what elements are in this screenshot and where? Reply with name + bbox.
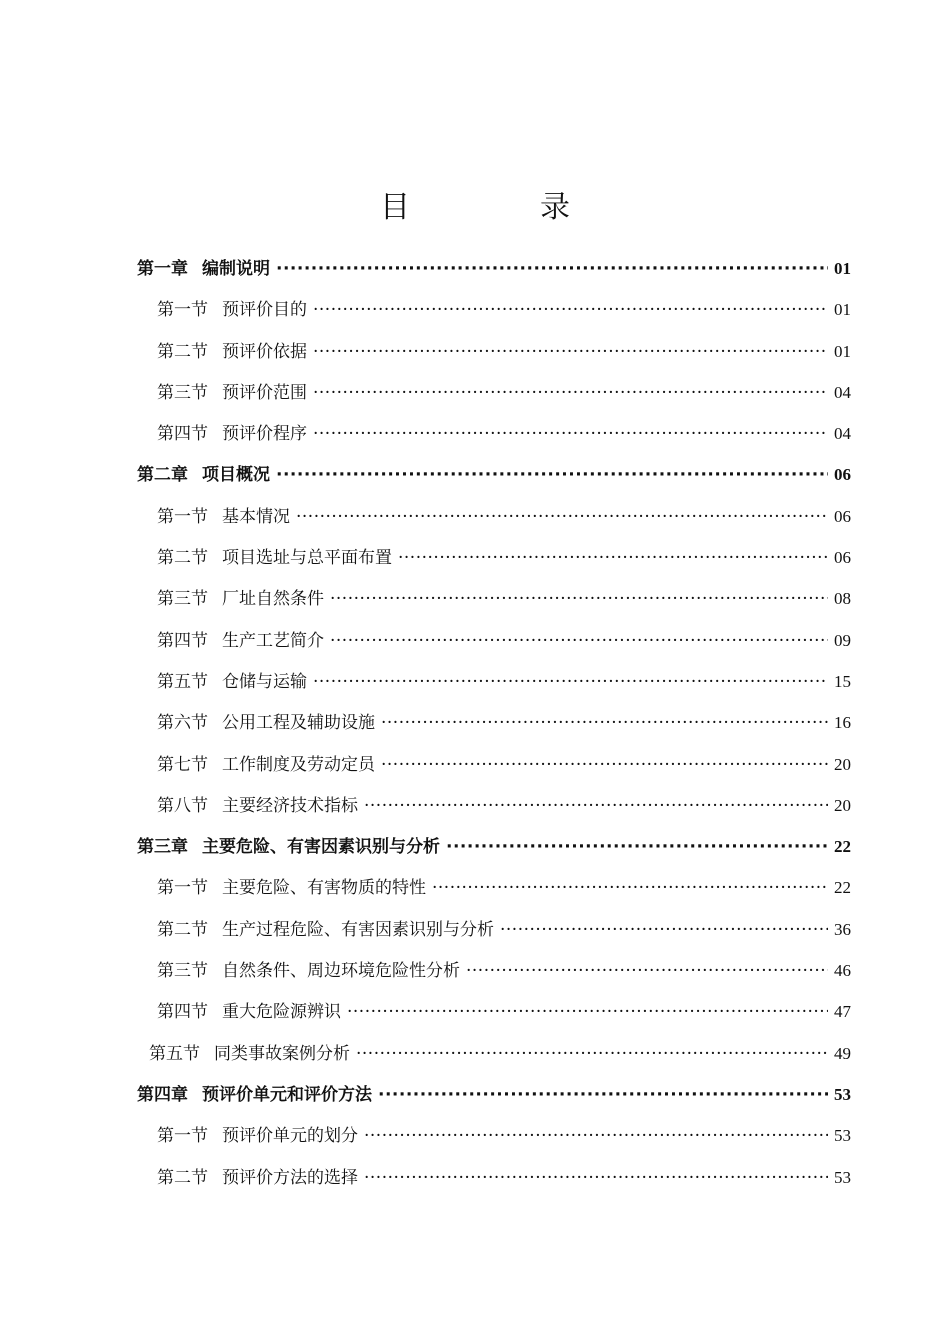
toc-entry-label: 预评价程序: [222, 424, 307, 445]
toc-page-number: 22: [834, 837, 851, 857]
toc-entry-label: 主要危险、有害物质的特性: [222, 878, 426, 899]
toc-entry-label: 预评价范围: [222, 382, 307, 403]
toc-page-number: 09: [834, 630, 851, 650]
toc-page-number: 53: [834, 1084, 851, 1104]
toc-section-entry[interactable]: [137, 620, 851, 661]
toc-entry-number: 第二节: [157, 548, 208, 569]
toc-entry-number: 第三节: [157, 961, 208, 982]
toc-dot-leader: [432, 868, 828, 909]
toc-section-entry[interactable]: [137, 950, 851, 991]
toc-entry-number: 第四节: [157, 1002, 208, 1023]
toc-page-number: 06: [834, 465, 851, 485]
toc-entry-number: 第七节: [157, 754, 208, 775]
toc-dot-leader: [356, 1034, 828, 1075]
toc-entry-number: 第三节: [157, 589, 208, 610]
toc-dot-leader: [364, 1116, 828, 1157]
toc-page-number: 53: [834, 1126, 851, 1146]
toc-entry-number: 第三节: [157, 382, 208, 403]
toc-page-number: 20: [834, 795, 851, 815]
toc-dot-leader: [378, 1075, 828, 1116]
toc-entry-number: 第二节: [157, 341, 208, 362]
toc-section-entry[interactable]: [137, 744, 851, 785]
toc-section-entry[interactable]: [137, 991, 851, 1032]
toc-dot-leader: [313, 290, 828, 331]
toc-entry-label: 生产过程危险、有害因素识别与分析: [222, 919, 494, 940]
toc-section-entry[interactable]: [137, 578, 851, 619]
toc-page-number: 06: [834, 548, 851, 568]
toc-section-entry[interactable]: [137, 1115, 851, 1156]
toc-entry-number: 第三章: [137, 837, 188, 858]
toc-page-number: 01: [834, 341, 851, 361]
toc-entry-label: 生产工艺简介: [222, 630, 324, 651]
toc-entry-label: 自然条件、周边环境危险性分析: [222, 961, 460, 982]
toc-dot-leader: [381, 703, 828, 744]
toc-entry-number: 第四章: [137, 1084, 188, 1105]
toc-dot-leader: [466, 951, 828, 992]
toc-chapter-entry[interactable]: [137, 454, 851, 495]
toc-entry-label: 预评价依据: [222, 341, 307, 362]
toc-entry-number: 第一节: [157, 506, 208, 527]
toc-dot-leader: [364, 1158, 828, 1199]
toc-entry-number: 第一章: [137, 259, 188, 279]
toc-section-entry[interactable]: [137, 867, 851, 908]
toc-entry-number: 第一节: [157, 1126, 208, 1147]
toc-page-number: 47: [834, 1002, 851, 1022]
toc-section-entry[interactable]: [137, 496, 851, 537]
toc-section-entry[interactable]: [137, 372, 851, 413]
toc-entry-number: 第五节: [157, 671, 208, 692]
toc-section-entry[interactable]: [137, 289, 851, 330]
toc-dot-leader: [296, 497, 828, 538]
toc-entry-number: 第二节: [157, 1167, 208, 1188]
page-title: 目 录: [380, 190, 620, 225]
toc-dot-leader: [500, 910, 828, 951]
toc-entry-label: 编制说明: [202, 259, 270, 279]
toc-entry-label: 项目选址与总平面布置: [222, 548, 392, 569]
toc-section-entry[interactable]: [137, 785, 851, 826]
toc-section-entry[interactable]: [137, 1157, 851, 1198]
toc-entry-label: 预评价目的: [222, 300, 307, 321]
toc-page-number: 36: [834, 919, 851, 939]
toc-dot-leader: [381, 745, 828, 786]
toc-entry-number: 第二章: [137, 465, 188, 486]
toc-entry-number: 第八节: [157, 795, 208, 816]
toc-page-number: 08: [834, 589, 851, 609]
toc-page-number: 04: [834, 382, 851, 402]
toc-entry-label: 公用工程及辅助设施: [222, 713, 375, 734]
toc-page-number: 22: [834, 878, 851, 898]
toc-dot-leader: [276, 455, 828, 496]
toc-page-number: 53: [834, 1167, 851, 1187]
toc-section-entry[interactable]: [137, 702, 851, 743]
toc-section-entry[interactable]: [137, 909, 851, 950]
toc-dot-leader: [398, 538, 828, 579]
toc-entry-number: 第六节: [157, 713, 208, 734]
toc-dot-leader: [276, 249, 828, 290]
toc-page-number: 16: [834, 713, 851, 733]
toc-entry-number: 第一节: [157, 878, 208, 899]
toc-page-number: 49: [834, 1043, 851, 1063]
toc-dot-leader: [364, 786, 828, 827]
toc-dot-leader: [330, 579, 828, 620]
toc-entry-label: 重大危险源辨识: [222, 1002, 341, 1023]
toc-entry-label: 主要经济技术指标: [222, 795, 358, 816]
toc-section-entry[interactable]: [137, 1033, 851, 1074]
toc-page-number: 20: [834, 754, 851, 774]
toc-entry-label: 预评价方法的选择: [222, 1167, 358, 1188]
toc-chapter-entry[interactable]: [137, 1074, 851, 1115]
toc-section-entry[interactable]: [137, 537, 851, 578]
toc-dot-leader: [313, 373, 828, 414]
toc-entry-number: 第四节: [157, 630, 208, 651]
toc-section-entry[interactable]: [137, 661, 851, 702]
toc-dot-leader: [313, 332, 828, 373]
toc-entry-number: 第一节: [157, 300, 208, 321]
toc-page-number: 15: [834, 671, 851, 691]
toc-entry-number: 第二节: [157, 919, 208, 940]
toc-section-entry[interactable]: [137, 413, 851, 454]
toc-entry-number: 第四节: [157, 424, 208, 445]
toc-entry-label: 工作制度及劳动定员: [222, 754, 375, 775]
toc-dot-leader: [347, 992, 828, 1033]
toc-dot-leader: [313, 414, 828, 455]
toc-entry-label: 同类事故案例分析: [214, 1043, 350, 1064]
toc-dot-leader: [330, 621, 828, 662]
toc-chapter-entry[interactable]: [137, 826, 851, 867]
toc-entry-label: 基本情况: [222, 506, 290, 527]
toc-section-entry[interactable]: [137, 331, 851, 372]
toc-entry-label: 项目概况: [202, 465, 270, 486]
toc-page-number: 01: [834, 259, 851, 278]
toc-dot-leader: [446, 827, 828, 868]
toc-page-number: 04: [834, 424, 851, 444]
toc-entry-label: 主要危险、有害因素识别与分析: [202, 837, 440, 858]
toc-entry-label: 厂址自然条件: [222, 589, 324, 610]
table-of-contents: [137, 248, 851, 1198]
toc-page-number: 46: [834, 961, 851, 981]
toc-entry-label: 预评价单元和评价方法: [202, 1084, 372, 1105]
toc-page-number: 06: [834, 506, 851, 526]
toc-entry-number: 第五节: [149, 1043, 200, 1064]
toc-chapter-entry[interactable]: [137, 248, 851, 289]
toc-entry-label: 仓储与运输: [222, 671, 307, 692]
toc-entry-label: 预评价单元的划分: [222, 1126, 358, 1147]
toc-page-number: 01: [834, 300, 851, 320]
toc-dot-leader: [313, 662, 828, 703]
